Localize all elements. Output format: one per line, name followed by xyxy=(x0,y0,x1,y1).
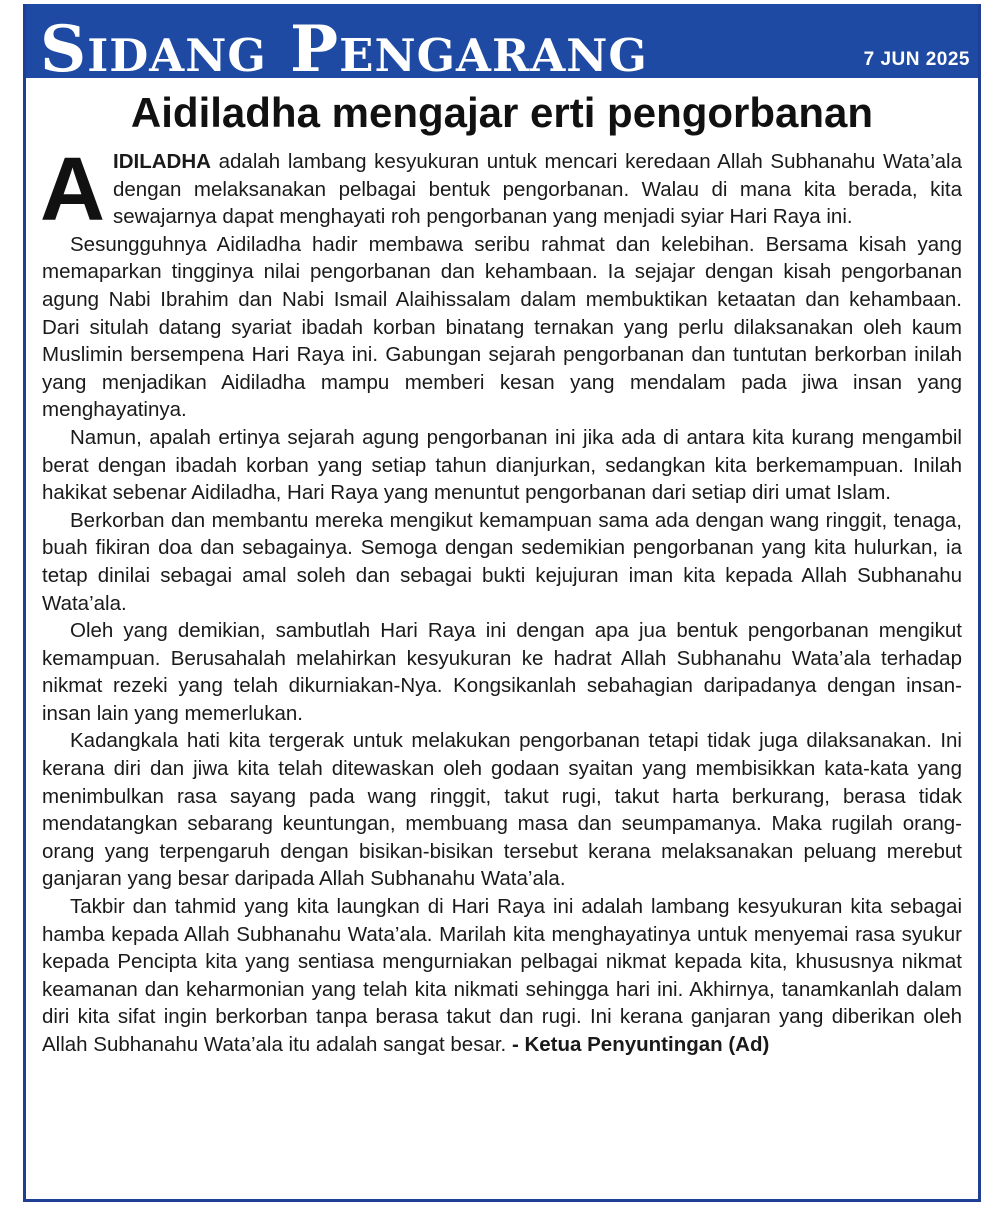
article-headline: Aidiladha mengajar erti pengorbanan xyxy=(130,89,874,136)
article-paragraph-3: Namun, apalah ertinya sejarah agung pengorbanan ini jika ada di antara kita kurang mengambil berat dengan ibadah korban yang setiap tahun dianjurkan, sedangkan kita berkemampuan. Inilah hakikat sebenar Aidiladha, Hari Raya yang menuntut pengorbanan dari setiap diri umat Islam. xyxy=(42,425,962,505)
article-paragraph-1 xyxy=(40,140,962,240)
paragraph-text: adalah lambang kesyukuran untuk mencari keredaan Allah Subhanahu Wata’ala dengan melaksanakan pelbagai bentuk pengorbanan. Walau di mana kita berada, kita sewajarnya dapat menghayati roh pengorbanan yang menjadi syiar Hari Raya ini. xyxy=(113,150,962,229)
article-paragraph-6: Kadangkala hati kita tergerak untuk melakukan pengorbanan tetapi tidak juga dilaksanakan. Ini kerana diri dan jiwa kita telah ditewaskan oleh godaan syaitan yang membisikkan kata-kata yang menimbulkan rasa sayang pada wang ringgit, takut rugi, takut harta berkurang, berasa tidak mendatangkan sebarang keuntungan, membuang masa dan seumpamanya. Maka rugilah orang-orang yang terpengaruh dengan bisikan-bisikan tersebut kerana melaksanakan peluang merebut ganjaran yang besar daripada Allah Subhanahu Wata’ala. xyxy=(42,729,962,891)
author-signoff: - Ketua Penyuntingan (Ad) xyxy=(511,1033,770,1056)
article-paragraph-7 xyxy=(42,893,962,1059)
lead-word: IDILADHA xyxy=(113,150,211,173)
article-paragraph-5: Oleh yang demikian, sambutlah Hari Raya ini dengan apa jua bentuk pengorbanan mengikut kemampuan. Berusahalah melahirkan kesyukuran ke hadrat Allah Subhanahu Wata’ala terhadap nikmat rezeki yang telah dikurniakan-Nya. Kongsikanlah sebahagian daripadanya dengan insan-insan lain yang memerlukan. xyxy=(42,619,962,725)
editorial-frame xyxy=(23,4,981,1202)
section-title: Sidang Pengarang xyxy=(40,12,648,78)
drop-cap: A xyxy=(40,140,105,240)
article-paragraph-4: Berkorban dan membantu mereka mengikut kemampuan sama ada dengan wang ringgit, tenaga, buah fikiran doa dan sebagainya. Semoga dengan sedemikian pengorbanan yang kita hulurkan, ia tetap dinilai sebagai amal soleh dan sebagai bukti kejujuran iman kita kepada Allah Subhanahu Wata’ala. xyxy=(42,508,962,615)
publication-date: 7 JUN 2025 xyxy=(863,49,970,70)
article-paragraph-2: Sesungguhnya Aidiladha hadir membawa seribu rahmat dan kelebihan. Bersama kisah yang memaparkan tingginya nilai pengorbanan dan kehambaan. Ia sejajar dengan kisah pengorbanan agung Nabi Ibrahim dan Nabi Ismail Alaihissalam dalam membuktikan ketaatan dan kehambaan. Dari situlah datang syariat ibadah korban binatang ternakan yang perlu dilaksanakan oleh kaum Muslimin bersempena Hari Raya ini. Gabungan sejarah pengorbanan dan tuntutan berkorban inilah yang menjadikan Aidiladha mampu memberi kesan yang mendalam pada jiwa insan yang menghayatinya. xyxy=(42,232,962,422)
article-body xyxy=(40,140,962,1059)
section-banner xyxy=(26,4,978,78)
paragraph-text: Takbir dan tahmid yang kita laungkan di Hari Raya ini adalah lambang kesyukuran kita sebagai hamba kepada Allah Subhanahu Wata’ala. Marilah kita menghayatinya untuk menyemai rasa syukur kepada Pencipta kita yang sentiasa mengurniakan pelbagai nikmat kepada kita, khususnya nikmat keamanan dan keharmonian yang telah kita nikmati sehingga hari ini. Akhirnya, tanamkanlah dalam diri kita sifat ingin berkorban tanpa berasa takut dan rugi. Ini kerana ganjaran yang diberikan oleh Allah Subhanahu Wata’ala itu adalah sangat besar. xyxy=(42,895,962,1056)
